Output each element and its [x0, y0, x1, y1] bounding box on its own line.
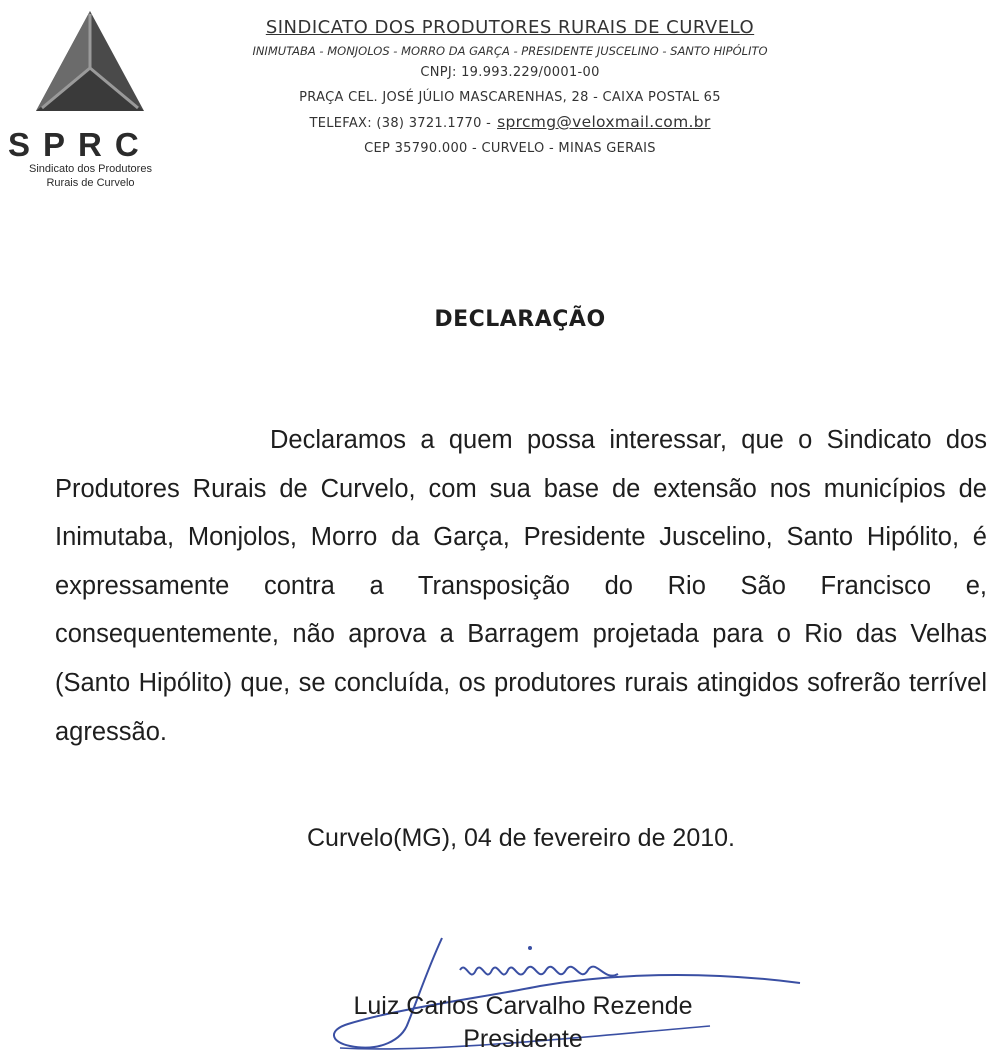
- logo-caption-line: Rurais de Curvelo: [46, 177, 135, 189]
- contact-line: [210, 110, 810, 136]
- signatory-block: [0, 990, 992, 1056]
- cnpj-line: CNPJ: 19.993.229/0001-00: [420, 65, 600, 80]
- place-and-date: Curvelo(MG), 04 de fevereiro de 2010.: [307, 824, 735, 852]
- email-link[interactable]: sprcmg@veloxmail.com.br: [497, 113, 711, 131]
- logo-caption-line: Sindicato dos Produtores: [29, 163, 152, 175]
- organization-logo: [8, 6, 173, 191]
- cep-line: CEP 35790.000 - CURVELO - MINAS GERAIS: [364, 141, 656, 156]
- address-line: PRAÇA CEL. JOSÉ JÚLIO MASCARENHAS, 28 - CAIXA POSTAL 65: [299, 90, 721, 105]
- logo-caption: [8, 162, 173, 190]
- organization-name: SINDICATO DOS PRODUTORES RURAIS DE CURVELO: [265, 17, 755, 38]
- signatory-role: Presidente: [463, 1025, 583, 1053]
- logo-abbreviation: SPRC: [8, 126, 152, 163]
- municipalities-line: INIMUTABA - MONJOLOS - MORRO DA GARÇA - PRESIDENTE JUSCELINO - SANTO HIPÓLITO: [252, 44, 768, 58]
- telefax-text: TELEFAX: (38) 3721.1770 -: [309, 116, 492, 131]
- declaration-body: Declaramos a quem possa interessar, que o Sindicato dos Produtores Rurais de Curvelo, com sua base de extensão nos municípios de Inimutaba, Monjolos, Morro da Garça, Presidente Juscelino, Santo Hipólito, é expressamente contra a Transposição do Rio São Francisco e, consequentemente, não aprova a Barragem projetada para o Rio das Velhas (Santo Hipólito) que, se concluída, os produtores rurais atingidos sofrerão terrível agressão.: [55, 426, 987, 746]
- document-title: DECLARAÇÃO: [434, 307, 606, 332]
- letterhead: [210, 14, 810, 161]
- triangle-logo-icon: [30, 6, 150, 121]
- signatory-name: Luiz Carlos Carvalho Rezende: [353, 992, 693, 1020]
